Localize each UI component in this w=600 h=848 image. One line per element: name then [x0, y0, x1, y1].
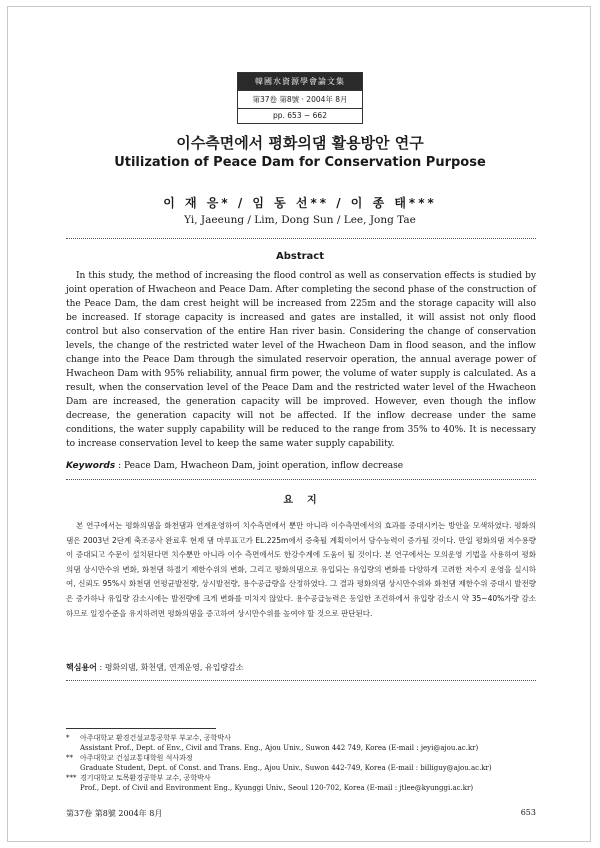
journal-volume-issue: 第37卷 第8號 · 2004年 8月 [238, 90, 362, 108]
summary-body: 본 연구에서는 평화의댐을 화천댐과 연계운영하여 치수측면에서 뿐만 아니라 이수측면에서의 효과를 증대시키는 방안을 모색하였다. 평화의댐은 2003년 2단계 축조공사 완료후 현재 댐 마루표고가 EL.225m에서 증축될 계획이어서 담수능력이 증가될 것이다. 만일 평화의댐 저수용량이 증대되고 수문이 설치된다면 치수뿐만 아니라 이수 측면에서도 한강수계에 도움이 될 것이다. 본 연구에서는 모의운영 기법을 사용하여 평화의댐 상시만수위 변화, 화천댐 하절기 제한수위의 변화, 그리고 평화의댐으로 유입되는 유입량의 변화를 다양하게 고려한 저수지 운영을 실시하여, 신뢰도 95%시 화천댐 연평균발전량, 상시발전량, 용수공급량을 산정하였다. 그 결과 평화의댐 상시만수위와 화천댐 제한수위 증대시 발전량은 증가하나 유입량 감소시에는 발전량에 크게 변화를 미치지 않았다. 용수공급능력은 동일한 조건하에서 유입량 감소시 약 35~40%가량 감소하므로 일정수준을 유지하려면 평화의댐을 증고하여 상시만수위를 높여야 할 것으로 판단된다. [66, 521, 536, 618]
footnote-2 [66, 753, 536, 773]
kr-keywords-text: : 평화의댐, 화천댐, 연계운영, 유입량감소 [99, 663, 244, 672]
keywords-label: Keywords [66, 461, 116, 471]
divider-middle [66, 479, 536, 480]
footnote-en: Graduate Student, Dept. of Const. and Trans. Eng., Ajou Univ., Suwon 442-749, Korea (E-mail : billiguy@ajou.ac.kr) [80, 764, 492, 772]
abstract-heading: Abstract [275, 251, 325, 262]
footnote-kr: 아주대학교 환경건설교통공학부 부교수, 공학박사 [80, 734, 231, 742]
footnote-en: Assistant Prof., Dept. of Env., Civil and Trans. Eng., Ajou Univ., Suwon 442 749, Korea (E-mail : jeyi@ajou.ac.kr) [80, 744, 479, 752]
title-english: Utilization of Peace Dam for Conservation Purpose [114, 155, 486, 170]
summary-heading: 요 지 [283, 495, 317, 506]
keywords-text: : Peace Dam, Hwacheon Dam, joint operation, inflow decrease [118, 461, 404, 471]
footnote-3 [66, 773, 536, 793]
footer-journal-issue: 第37卷 第8號 2004年 8月 [66, 809, 163, 818]
journal-pages: pp. 653 ~ 662 [238, 108, 362, 123]
page-footer [66, 808, 536, 819]
footnote-1 [66, 733, 536, 753]
abstract-body: In this study, the method of increasing the flood control as well as conservation effects is studied by joint operation of Hwacheon and Peace Dam. After completing the second phase of the construction of the Peace Dam, the dam crest height will be increased from 225m and the storage capacity will also be increased. If storage capacity is increased and gates are installed, it will assist not only flood control but also conservation of the entire Han river basin. Considering the change of conservation levels, the change of the restricted water level of the Hwacheon Dam in flood season, and the inflow change into the Peace Dam through the simulated reservoir operation, the annual average power of Hwacheon Dam with 95% reliability, annual firm power, the volume of water supply is calculated. As a result, when the conservation level of the Peace Dam and the restricted water level of the Hwacheon Dam are increased, the generation capacity will be improved. However, even though the inflow decrease, the generation capacity will not be affected. If the inflow decrease under the same conditions, the water supply capability will be reduced to the range from 35% to 40%. It is necessary to increase conservation level to keep the same water supply capability. [66, 271, 536, 449]
footnote-mark: *** [66, 774, 77, 782]
divider-bottom [66, 680, 536, 681]
authors-korean: 이 재 응* / 임 동 선** / 이 종 태*** [163, 196, 437, 210]
footnote-kr: 경기대학교 토목환경공학부 교수, 공학박사 [80, 774, 211, 782]
title-korean: 이수측면에서 평화의댐 활용방안 연구 [176, 134, 424, 152]
footnote-mark: * [66, 734, 70, 742]
footnote-en: Prof., Dept. of Civil and Environment Eng., Kyunggi Univ., Seoul 120-702, Korea (E-mail : jtlee@kyunggi.ac.kr) [80, 784, 474, 792]
journal-name: 韓國水資源學會論文集 [238, 73, 362, 90]
footnote-kr: 아주대학교 건설교통대학원 석사과정 [80, 754, 193, 762]
page-number: 653 [520, 808, 536, 817]
journal-header-box [237, 72, 363, 124]
authors-english: Yi, Jaeeung / Lim, Dong Sun / Lee, Jong Tae [184, 214, 416, 226]
kr-keywords-label: 핵심용어 [66, 663, 97, 672]
footnote-rule [66, 728, 216, 729]
divider-top [66, 238, 536, 239]
abstract-keywords [66, 459, 536, 473]
summary-keywords [66, 662, 536, 673]
footnote-mark: ** [66, 754, 73, 762]
